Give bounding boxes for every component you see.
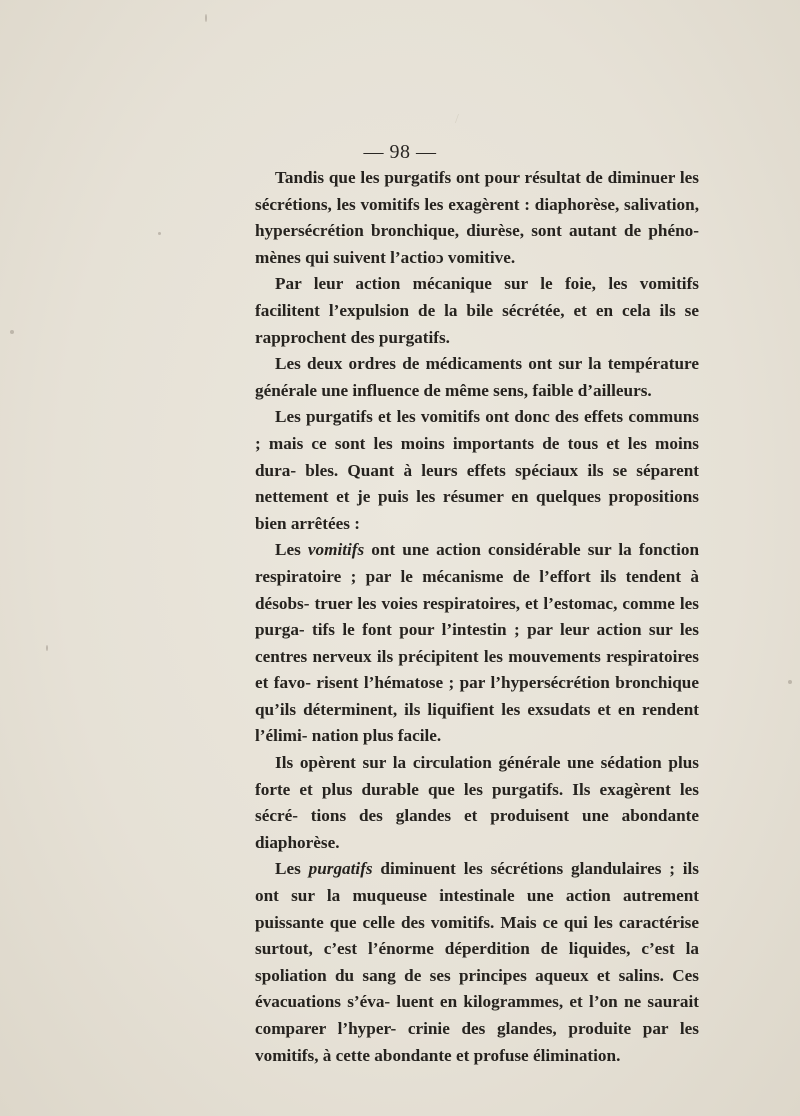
paper-speck — [46, 645, 48, 651]
paragraph — [255, 165, 699, 271]
italic-term: purgatifs — [308, 859, 373, 879]
text-segment: Les deux ordres de médicaments ont sur la température générale une influence de même sens, faible d’ailleurs. — [255, 354, 699, 400]
paper-speck — [788, 680, 792, 684]
text-segment: Tandis que les purgatifs ont pour résultat de diminuer les sécrétions, les vomitifs les exagèrent : diaphorèse, salivation, hypersécrétion bronchique, diurèse, sont autant de phéno- mènes qui suivent l’actioɔ vomitive. — [255, 168, 699, 267]
paper-speck — [158, 232, 161, 235]
paragraph — [255, 856, 699, 1069]
paragraph — [255, 271, 699, 351]
paragraph — [255, 750, 699, 856]
text-segment: Les purgatifs et les vomitifs ont donc des effets communs ; mais ce sont les moins importants de tous et les moins dura- bles. Quant à leurs effets spéciaux ils se séparent nettement et je puis les résumer en quelques propositions bien arrêtées : — [255, 407, 699, 533]
paper-speck — [205, 14, 207, 22]
text-segment: Par leur action mécanique sur le foie, les vomitifs facilitent l’expulsion de la bile sécrétée, et en cela ils se rapprochent des purgatifs. — [255, 274, 699, 347]
page-number: — 98 — — [363, 141, 437, 163]
text-segment: ont une action considérable sur la fonction respiratoire ; par le mécanisme de l’effort ils tendent à désobs- truer les voies respiratoires, et l’estomac, comme les purga- tifs le font pour l’intestin ; par leur action sur les centres nerveux ils précipitent les mouvements respiratoires et favo- risent l’hématose ; par l’hypersécrétion bronchique qu’ils déterminent, ils liquifient les exsudats et en rendent l’élimi- nation plus facile. — [255, 540, 699, 746]
show-through-mark: \ — [455, 112, 459, 127]
italic-term: vomitifs — [307, 540, 365, 560]
text-segment: Les — [275, 540, 308, 560]
text-segment: Les — [275, 859, 309, 879]
paragraph — [255, 537, 699, 750]
paper-speck — [10, 330, 14, 334]
body-text — [255, 165, 699, 1069]
text-segment: Ils opèrent sur la circulation générale une sédation plus forte et plus durable que les purgatifs. Ils exagèrent les sécré- tions des glandes et produisent une abondante diaphorèse. — [255, 753, 699, 852]
text-segment: diminuent les sécrétions glandulaires ; ils ont sur la muqueuse intestinale une action autrement puissante que celle des vomitifs. Mais ce qui les caractérise surtout, c’est l’énorme déperdition de liquides, c’est la spoliation du sang de ses principes aqueux et salins. Ces évacuations s’éva- luent en kilogrammes, et l’on ne saurait comparer l’hyper- crinie des glandes, produite par les vomitifs, à cette abondante et profuse élimination. — [255, 859, 699, 1065]
paragraph — [255, 404, 699, 537]
paragraph — [255, 351, 699, 404]
